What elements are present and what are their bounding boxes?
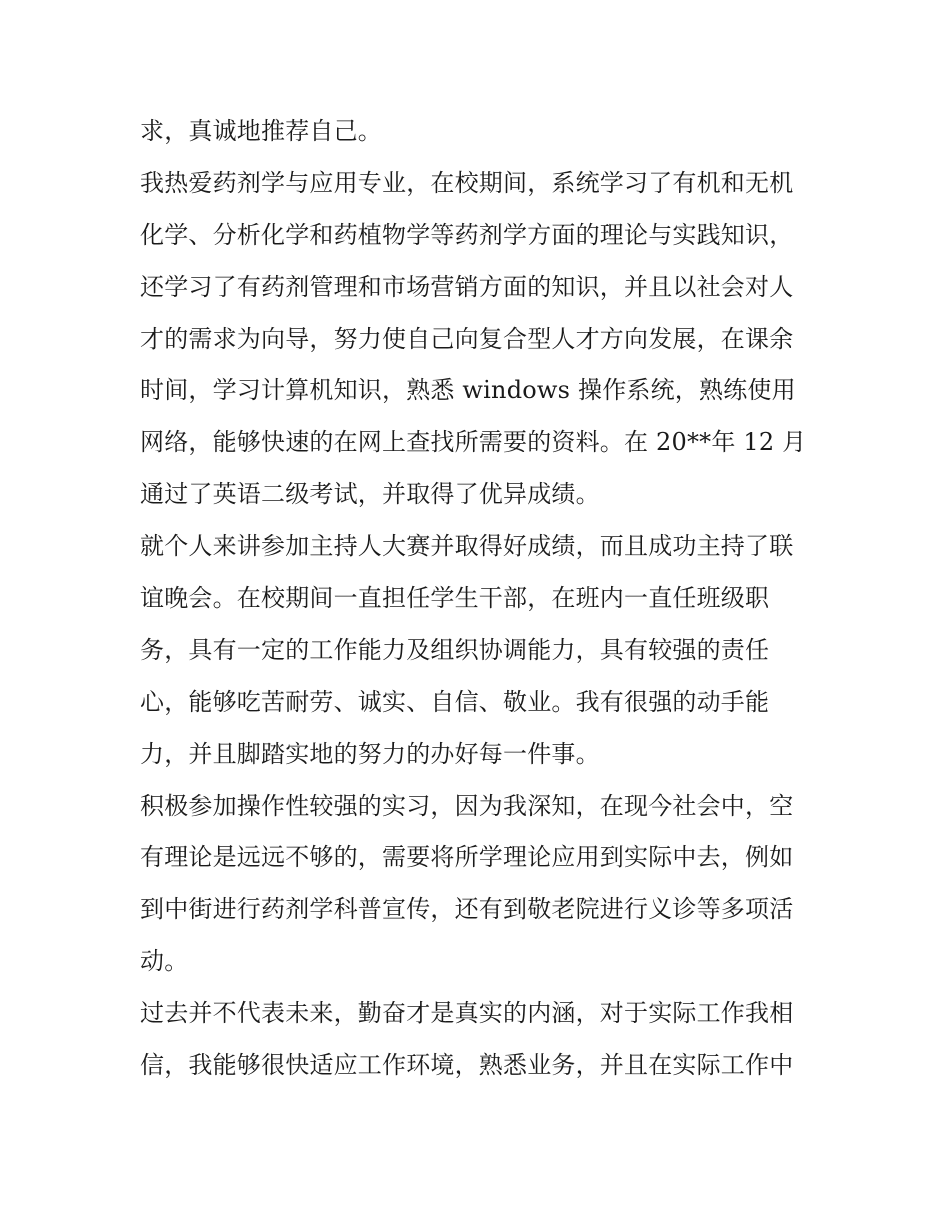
text-line: 时间，学习计算机知识，熟悉 windows 操作系统，熟练使用 [140, 376, 796, 405]
text-line: 心，能够吃苦耐劳、诚实、自信、敬业。我有很强的动手能 [140, 687, 770, 716]
text-line: 求，真诚地推荐自己。 [140, 117, 382, 145]
text-line: 信，我能够很快适应工作环境，熟悉业务，并且在实际工作中 [140, 1051, 794, 1080]
text-line: 通过了英语二级考试，并取得了优异成绩。 [140, 480, 600, 509]
text-line: 还学习了有药剂管理和市场营销方面的知识，并且以社会对人 [140, 272, 794, 301]
text-line: 我热爱药剂学与应用专业，在校期间，系统学习了有机和无机 [140, 168, 794, 197]
text-line: 化学、分析化学和药植物学等药剂学方面的理论与实践知识， [140, 220, 794, 249]
text-line: 动。 [140, 947, 189, 976]
text-line: 就个人来讲参加主持人大赛并取得好成绩，而且成功主持了联 [140, 532, 794, 561]
text-line: 过去并不代表未来，勤奋才是真实的内涵，对于实际工作我相 [140, 999, 794, 1028]
text-line: 才的需求为向导，努力使自己向复合型人才方向发展，在课余 [140, 324, 794, 353]
text-line: 网络，能够快速的在网上查找所需要的资料。在 20**年 12 月 [140, 428, 807, 457]
text-line: 有理论是远远不够的，需要将所学理论应用到实际中去，例如 [140, 843, 794, 872]
text-line: 力，并且脚踏实地的努力的办好每一件事。 [140, 739, 600, 768]
text-line: 到中街进行药剂学科普宣传，还有到敬老院进行义诊等多项活 [140, 895, 794, 924]
text-line: 务，具有一定的工作能力及组织协调能力，具有较强的责任 [140, 635, 770, 664]
text-line: 积极参加操作性较强的实习，因为我深知，在现今社会中，空 [140, 791, 794, 820]
document-body [140, 106, 812, 1092]
text-line: 谊晚会。在校期间一直担任学生干部，在班内一直任班级职 [140, 584, 770, 613]
